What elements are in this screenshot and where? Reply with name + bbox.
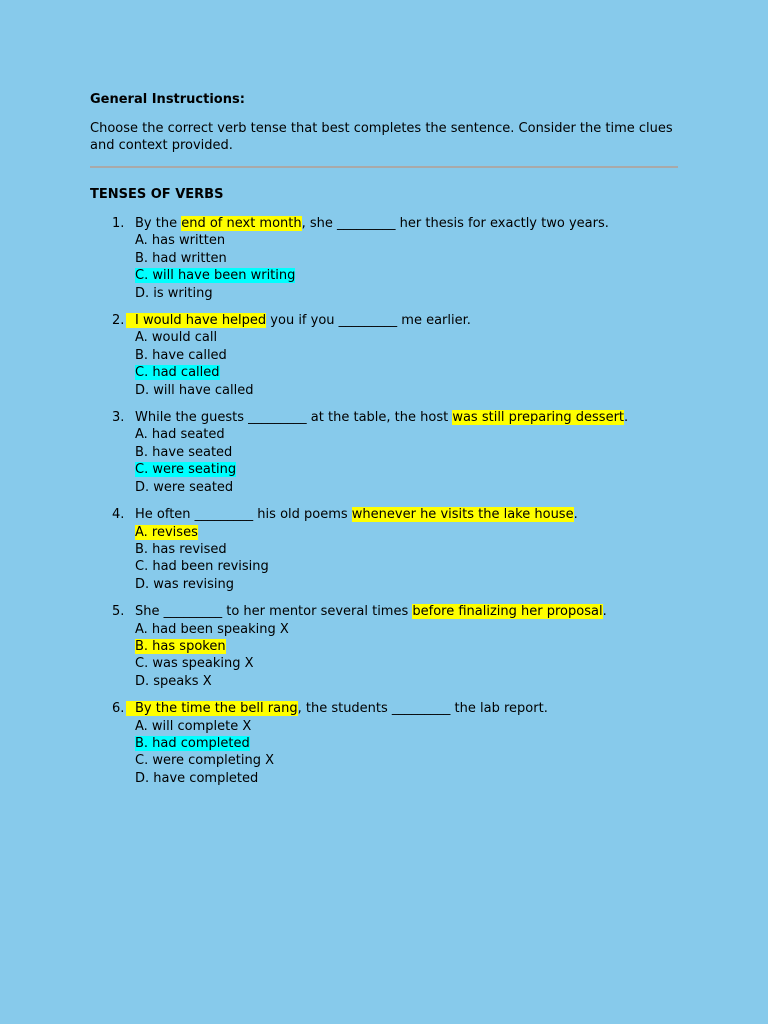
stem-text: , the students _________ the lab report. (297, 701, 548, 717)
stem-text: She _________ to her mentor several times (135, 604, 413, 620)
option-d: D. have completed (135, 770, 259, 786)
stem-text: . (624, 410, 629, 426)
question-stem (135, 215, 678, 232)
answer-highlight: C. had called (135, 365, 220, 381)
option-c (135, 461, 678, 478)
time-clue-highlight: was still preparing dessert (452, 410, 625, 426)
option-d: D. speaks X (135, 673, 212, 689)
question-6 (90, 700, 678, 787)
option-a: A. had been speaking X (135, 621, 289, 637)
option-d: D. will have called (135, 382, 254, 398)
stem-text: , she _________ her thesis for exactly two years. (301, 216, 609, 231)
option-c: C. was speaking X (135, 656, 254, 672)
option-b: B. have seated (135, 444, 233, 460)
question-2 (90, 312, 678, 399)
answer-highlight: A. revises (135, 524, 198, 540)
option-a: A. will complete X (135, 718, 252, 734)
question-number: 5. (112, 604, 125, 620)
option-a: A. would call (135, 330, 218, 346)
option-b (135, 735, 678, 752)
section-title: TENSES OF VERBS (90, 187, 224, 202)
option-d: D. were seated (135, 479, 234, 495)
time-clue-highlight: before finalizing her proposal (412, 604, 603, 620)
instructions-heading: General Instructions: (90, 92, 245, 107)
question-stem (135, 506, 678, 523)
question-number: 6. (112, 701, 125, 717)
option-a (135, 524, 678, 541)
answer-highlight: C. were seating (135, 462, 237, 478)
question-number: 4. (112, 507, 125, 523)
question-number: 3. (112, 410, 125, 426)
stem-text: you if you _________ me earlier. (266, 313, 471, 329)
option-d: D. was revising (135, 576, 235, 592)
stem-text: . (602, 604, 607, 620)
question-number: 2. (112, 313, 125, 329)
stem-text: By the (135, 216, 182, 231)
option-b (135, 638, 678, 655)
question-stem (135, 700, 678, 717)
option-b: B. have called (135, 347, 227, 363)
option-a: A. had seated (135, 427, 225, 443)
question-stem (135, 312, 678, 329)
worksheet (90, 92, 678, 797)
stem-text: He often _________ his old poems (135, 507, 352, 523)
question-stem (135, 603, 678, 620)
divider (90, 166, 678, 168)
option-a: A. has written (135, 233, 226, 249)
time-clue-highlight: whenever he visits the lake house (351, 507, 574, 523)
question-list (90, 215, 678, 787)
stem-text: . (573, 507, 578, 523)
instructions-text: Choose the correct verb tense that best completes the sentence. Consider the time clues and context provided. (90, 121, 673, 153)
option-c: C. were completing X (135, 753, 275, 769)
stem-text: While the guests _________ at the table, the host (135, 410, 453, 426)
option-c (135, 267, 678, 284)
answer-highlight: B. has spoken (135, 638, 226, 654)
time-clue-highlight: I would have helped (126, 313, 266, 328)
question-5 (90, 603, 678, 690)
question-4 (90, 506, 678, 593)
answer-highlight: B. had completed (135, 735, 250, 751)
question-1 (90, 215, 678, 302)
option-d: D. is writing (135, 285, 213, 301)
option-c (135, 364, 678, 381)
option-b: B. has revised (135, 541, 227, 557)
option-b: B. had written (135, 250, 227, 266)
time-clue-highlight: end of next month (181, 216, 302, 231)
option-c: C. had been revising (135, 559, 269, 575)
answer-highlight: C. will have been writing (135, 268, 296, 284)
question-number: 1. (112, 216, 125, 231)
question-stem (135, 409, 678, 426)
question-3 (90, 409, 678, 496)
time-clue-highlight: By the time the bell rang (126, 701, 298, 716)
